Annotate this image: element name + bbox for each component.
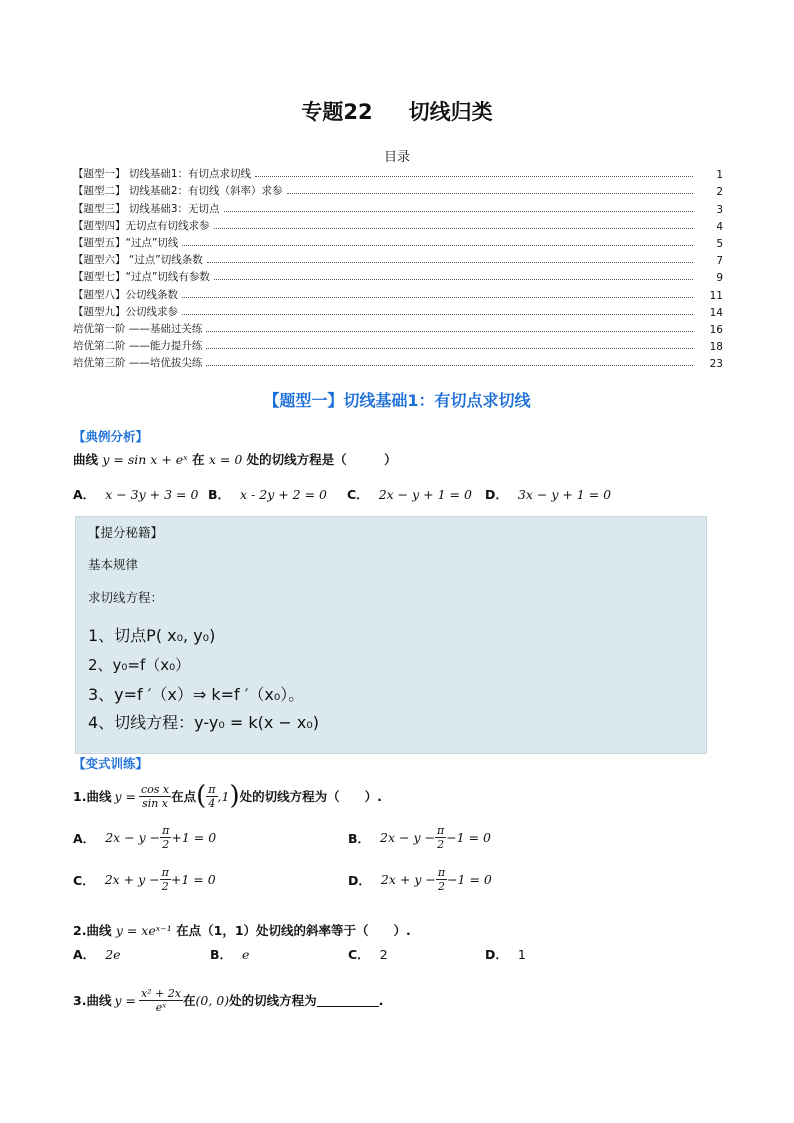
q2-formula: y = xeˣ⁻¹ <box>115 923 172 938</box>
toc-row[interactable] <box>73 181 723 198</box>
example-point: x = 0 <box>208 452 243 467</box>
example-formula: y = sin x + eˣ <box>102 452 188 467</box>
toc-label: 【题型六】 “过点”切线条数 <box>73 254 203 267</box>
toc-leader-dots <box>182 297 693 298</box>
toc-leader-dots <box>214 279 693 280</box>
toc-page-number: 7 <box>716 255 723 268</box>
toc-row[interactable] <box>73 336 723 353</box>
toc-page-number: 14 <box>709 306 723 319</box>
toc-label: 【题型一】 切线基础1：有切点求切线 <box>73 168 252 181</box>
toc-label: 培优第一阶 ——基础过关练 <box>73 322 203 335</box>
toc-page-number: 1 <box>716 169 723 182</box>
tips-title: 【提分秘籍】 <box>88 525 164 540</box>
toc-page-number: 4 <box>716 220 723 233</box>
toc-label: 【题型八】公切线条数 <box>73 288 178 301</box>
toc-row[interactable] <box>73 284 723 301</box>
q3-fraction: $\frac{\text{x² + 2x}}{\text{eˣ}}$ <box>140 986 181 1014</box>
tips-step-3: 3、y=f ′（x）⇒ k=f ′（x₀）。 <box>88 685 305 704</box>
toc-leader-dots <box>207 262 693 263</box>
toc-leader-dots <box>182 245 693 246</box>
toc-leader-dots <box>287 193 693 194</box>
toc-leader-dots <box>206 365 693 366</box>
q1-option-b: B． 2x − y − $\frac{\pi}{2}$ −1 = 0 <box>348 824 492 851</box>
toc-label: 【题型五】“过点”切线 <box>73 236 179 249</box>
toc-label: 【题型七】“过点”切线有参数 <box>73 271 210 284</box>
toc-leader-dots <box>206 331 693 332</box>
toc-page-number: 11 <box>709 289 723 302</box>
toc-page-number: 3 <box>716 203 723 216</box>
toc-leader-dots <box>224 211 693 212</box>
toc-page-number: 2 <box>716 186 723 199</box>
toc-label: 【题型九】公切线求参 <box>73 305 178 318</box>
q2-option-c: C． 2 <box>348 947 388 962</box>
table-of-contents <box>73 164 723 370</box>
toc-row[interactable] <box>73 319 723 336</box>
tips-step-1: 1、切点P( x₀, y₀) <box>88 626 216 645</box>
tips-step-2: 2、y₀=f（x₀） <box>88 656 191 674</box>
toc-label: 【题型二】 切线基础2：有切线（斜率）求参 <box>73 185 283 198</box>
toc-row[interactable] <box>73 216 723 233</box>
practice-tag: 【变式训练】 <box>73 756 149 771</box>
q1-fraction: $\frac{\text{cos x}}{\text{sin x}}$ <box>140 782 170 810</box>
toc-label: 【题型三】 切线基础3：无切点 <box>73 202 220 215</box>
toc-row[interactable] <box>73 233 723 250</box>
toc-page-number: 5 <box>716 237 723 250</box>
tips-step-4: 4、切线方程：y-y₀ = k(x − x₀) <box>88 713 320 732</box>
title-name: 切线归类 <box>408 100 493 124</box>
toc-leader-dots <box>206 348 693 349</box>
q1-option-a: A． 2x − y − $\frac{\pi}{2}$ +1 = 0 <box>73 824 217 851</box>
q1-option-c: C． 2x + y − $\frac{\pi}{2}$ +1 = 0 <box>73 866 216 893</box>
example-option-b: B． x - 2y + 2 = 0 <box>208 487 328 502</box>
tips-line-1: 基本规律 <box>88 557 139 572</box>
tips-box <box>75 516 707 754</box>
example-option-d: D． 3x − y + 1 = 0 <box>485 487 612 502</box>
q2-option-a: A． 2e <box>73 947 121 962</box>
section-title: 【题型一】切线基础1：有切点求切线 <box>263 391 531 410</box>
toc-leader-dots <box>182 314 693 315</box>
toc-label: 培优第二阶 ——能力提升练 <box>73 340 203 353</box>
document-title <box>0 96 794 126</box>
toc-label: 【题型四】无切点有切线求参 <box>73 219 210 232</box>
toc-page-number: 9 <box>716 272 723 285</box>
toc-row[interactable] <box>73 353 723 370</box>
toc-leader-dots <box>214 228 694 229</box>
toc-row[interactable] <box>73 267 723 284</box>
example-option-c: C． 2x − y + 1 = 0 <box>347 487 472 502</box>
q1-option-d: D． 2x + y − $\frac{\pi}{2}$ −1 = 0 <box>348 866 492 893</box>
toc-heading: 目录 <box>383 150 410 165</box>
example-question: 曲线 y = sin x + eˣ 在 x = 0 处的切线方程是（ ） <box>73 452 397 467</box>
title-topic: 专题22 <box>301 100 373 124</box>
toc-row[interactable] <box>73 198 723 215</box>
toc-page-number: 23 <box>709 358 723 371</box>
toc-row[interactable] <box>73 302 723 319</box>
toc-page-number: 16 <box>709 323 723 336</box>
question-2: 2.曲线 y = xeˣ⁻¹ 在点（1，1）处切线的斜率等于（ ）. <box>73 923 411 938</box>
question-1: 1.曲线 y = $\frac{\text{cos x}}{\text{sin x}}$ 在点 ( $\frac{\pi}{4}$ ,1 ) 处的切线方程为（ ）. <box>73 781 382 811</box>
example-option-a: A． x − 3y + 3 = 0 <box>73 487 199 502</box>
toc-page-number: 18 <box>709 341 723 354</box>
tips-line-2: 求切线方程： <box>88 590 164 605</box>
toc-label: 培优第三阶 ——培优拔尖练 <box>73 357 203 370</box>
q2-option-b: B． e <box>210 947 250 962</box>
example-tag: 【典例分析】 <box>73 429 149 444</box>
toc-row[interactable] <box>73 250 723 267</box>
question-3: 3.曲线 y = $\frac{\text{x² + 2x}}{\text{eˣ}}$ 在 (0, 0) 处的切线方程为 . <box>73 986 384 1014</box>
q2-option-d: D． 1 <box>485 947 526 962</box>
toc-row[interactable] <box>73 164 723 181</box>
answer-blank <box>317 994 379 1007</box>
toc-leader-dots <box>255 176 693 177</box>
